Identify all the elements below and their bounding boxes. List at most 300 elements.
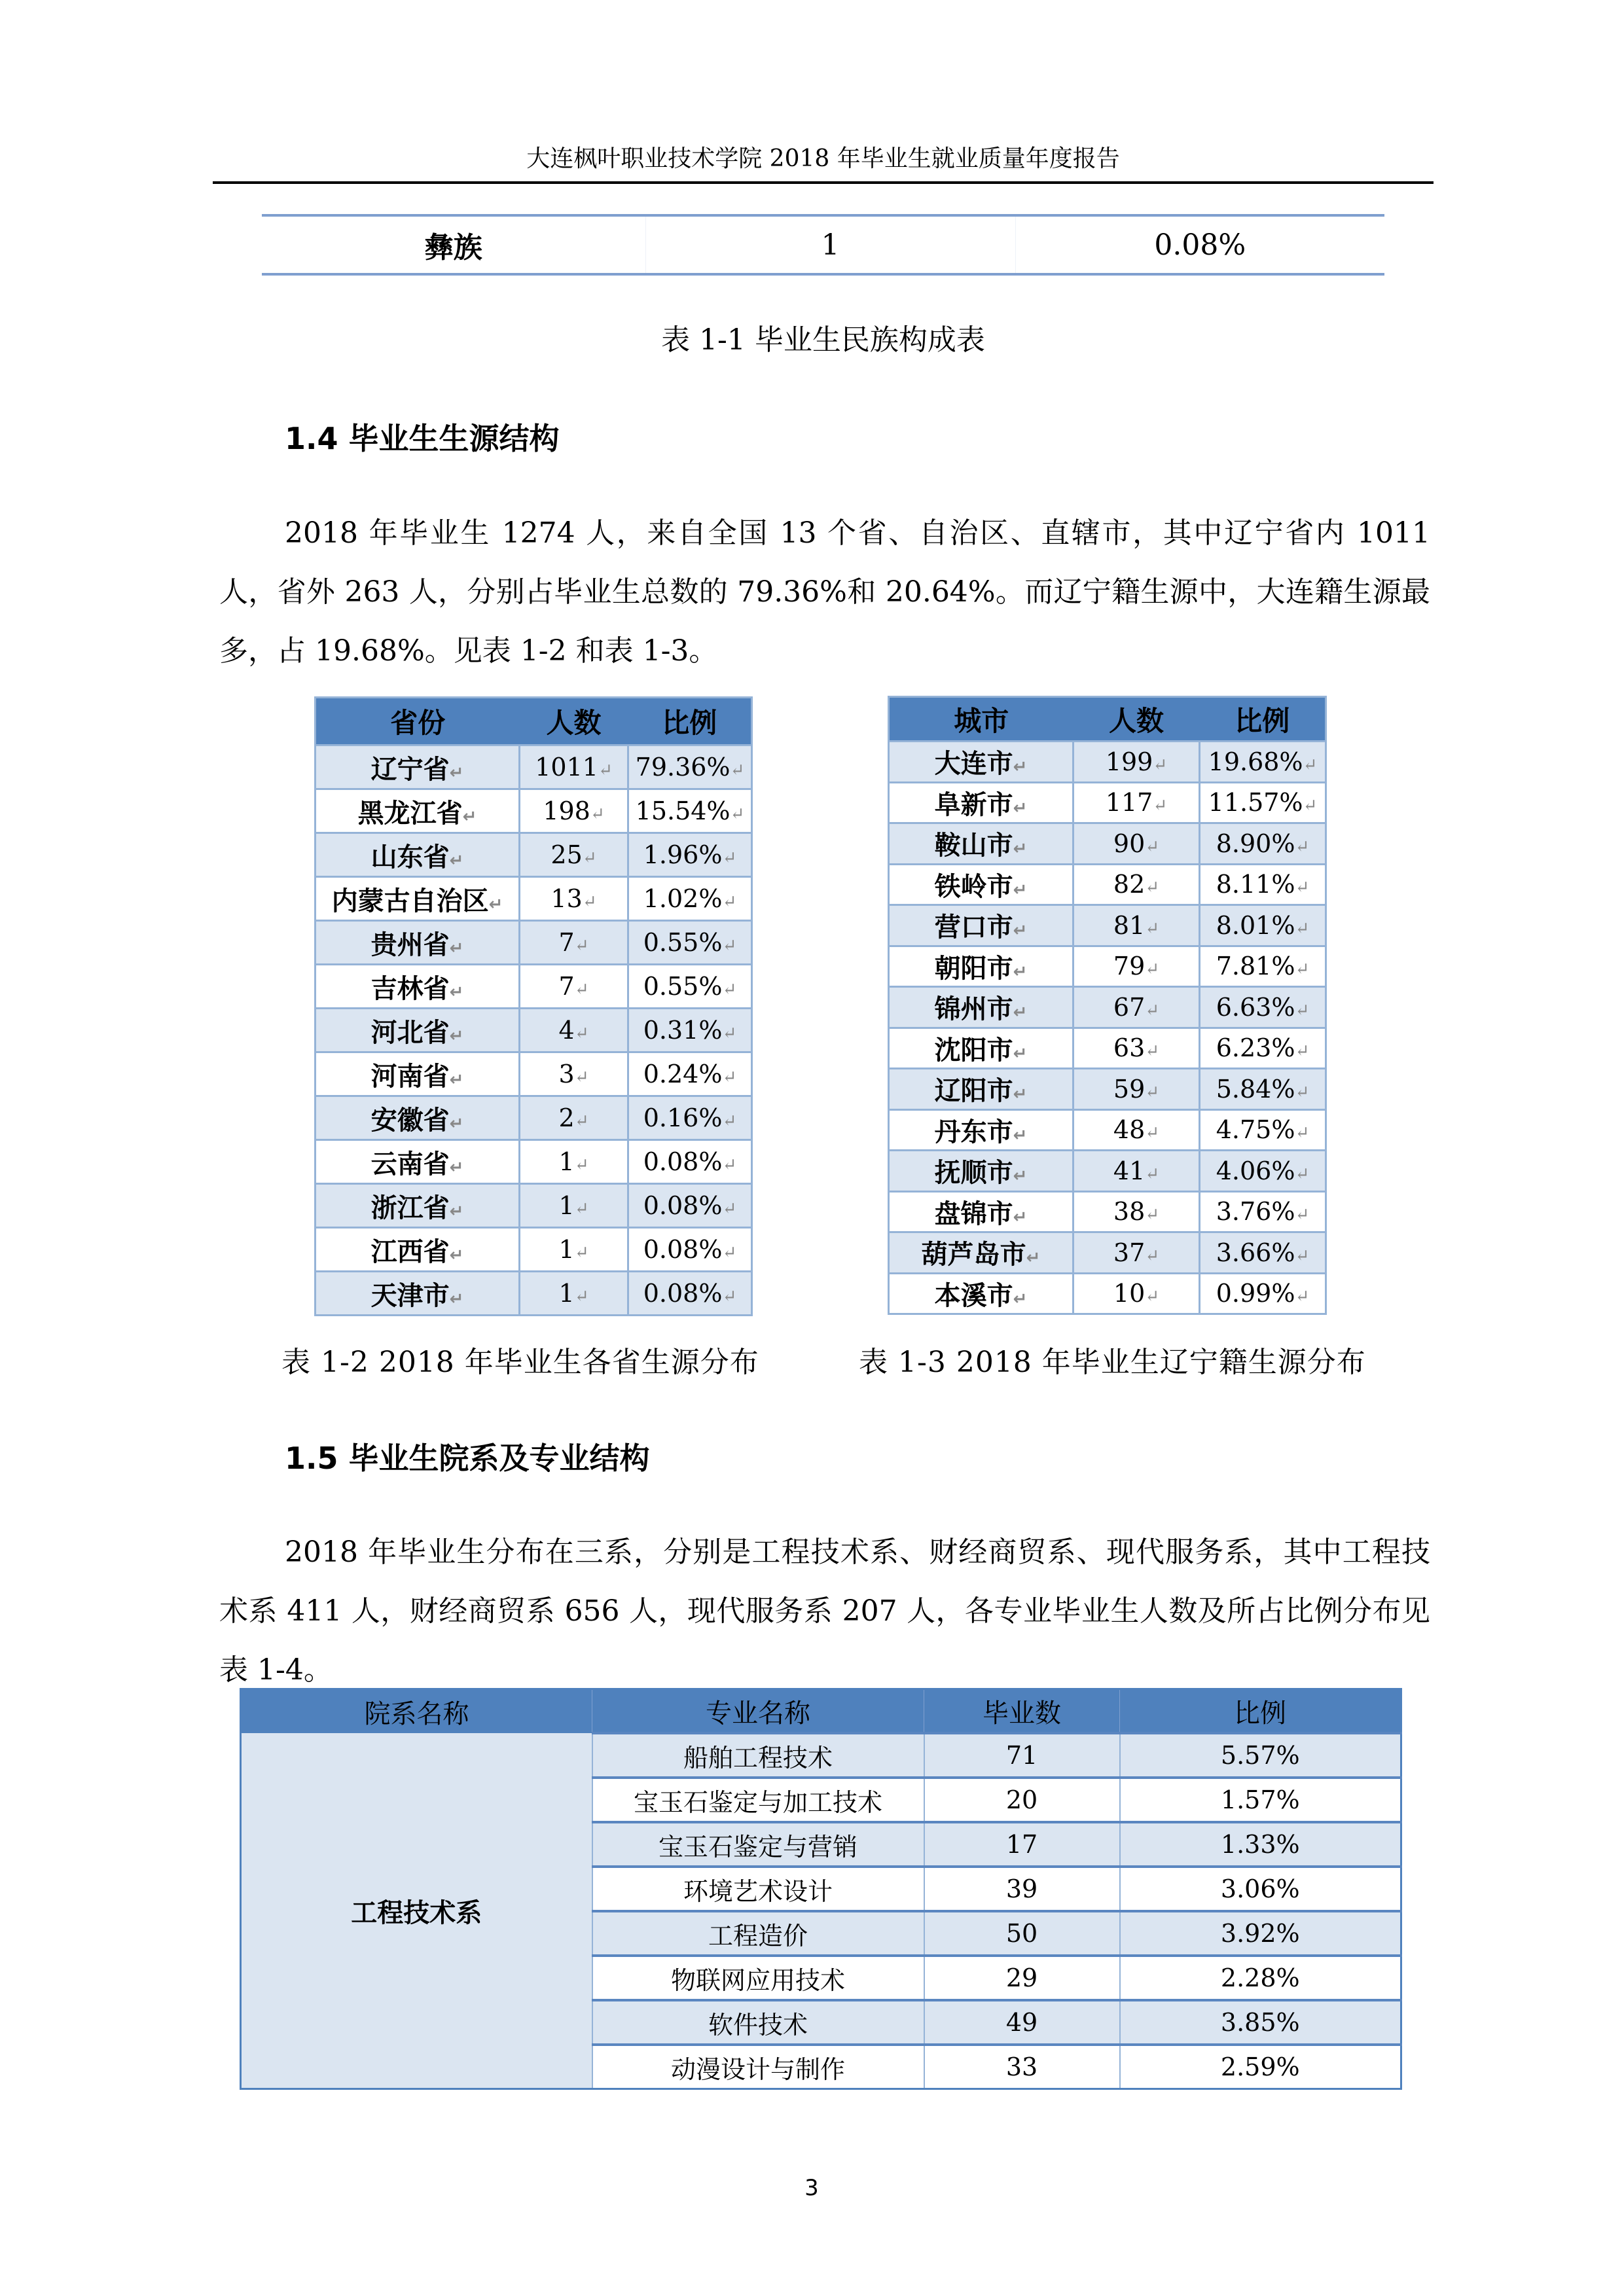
ratio-cell-text: 3.92%: [1220, 1919, 1300, 1948]
paragraph-mark-icon: ↵: [722, 1199, 737, 1219]
paragraph-mark-icon: ↵: [730, 761, 745, 780]
count-cell: [1074, 987, 1200, 1028]
region-name-cell-text: 黑龙江省: [357, 798, 463, 829]
paragraph-mark-icon: ↵: [449, 850, 464, 870]
count-cell-text: 48: [1113, 1115, 1146, 1145]
region-name-cell: [316, 1052, 520, 1096]
table-row: [316, 1052, 752, 1096]
ratio-cell-text: 3.85%: [1220, 2008, 1300, 2037]
paragraph-mark-icon: ↵: [722, 892, 737, 912]
ratio-cell-text: 3.06%: [1220, 1874, 1300, 1903]
paragraph-mark-icon: ↵: [574, 1243, 589, 1263]
count-cell-text: 10: [1113, 1279, 1146, 1308]
column-header: 省份: [316, 698, 520, 745]
region-name-cell: [889, 1273, 1074, 1314]
count-cell: [520, 1140, 628, 1184]
graduate-count-cell: [924, 1956, 1120, 2000]
region-name-cell-text: 河北省: [370, 1017, 450, 1048]
major-name-cell: [592, 2000, 924, 2045]
table-row: [889, 905, 1326, 946]
ratio-cell: [628, 921, 752, 965]
count-cell: [1074, 782, 1200, 823]
major-name-cell-text: 工程造价: [708, 1921, 808, 1950]
paragraph-1-5: [219, 1523, 1430, 1700]
ratio-cell-text: 6.63%: [1216, 992, 1295, 1022]
count-cell: [520, 833, 628, 877]
ratio-cell-text: 5.57%: [1220, 1741, 1300, 1770]
ratio-cell-text: 4.75%: [1216, 1115, 1295, 1145]
region-name-cell-text: 沈阳市: [934, 1035, 1013, 1066]
paragraph-mark-icon: ↵: [1013, 1207, 1028, 1227]
paragraph-mark-icon: ↵: [449, 1157, 464, 1177]
count-cell-text: 7: [558, 972, 575, 1001]
region-name-cell: [889, 987, 1074, 1028]
table-row: [889, 782, 1326, 823]
count-cell-text: 4: [558, 1016, 575, 1045]
major-name-cell-text: 物联网应用技术: [670, 1965, 845, 1995]
region-name-cell-text: 辽阳市: [934, 1076, 1013, 1107]
count-cell: [520, 965, 628, 1009]
ratio-cell: [1200, 987, 1326, 1028]
ratio-cell-text: 0.31%: [643, 1016, 723, 1045]
table-row: [889, 946, 1326, 987]
city-table: [888, 696, 1327, 1315]
paragraph-text: 2018 年毕业生分布在三系，分别是工程技术系、财经商贸系、现代服务系，其中工程技术系 411 人，财经商贸系 656 人，现代服务系 207 人，各专业毕业生人数及所占比例分布见表 1-4。: [219, 1535, 1430, 1687]
ratio-cell: [1120, 1822, 1401, 1867]
paragraph-mark-icon: ↵: [1026, 1248, 1041, 1268]
count-cell-text: 7: [558, 928, 575, 957]
ratio-cell: [628, 1052, 752, 1096]
table-row: [889, 1191, 1326, 1232]
region-name-cell-text: 浙江省: [370, 1193, 450, 1223]
graduate-count-cell-text: 29: [1005, 1964, 1038, 1992]
paragraph-mark-icon: ↵: [462, 806, 477, 827]
ratio-cell-text: 8.01%: [1216, 910, 1295, 940]
paragraph-mark-icon: ↵: [730, 804, 745, 824]
column-header: 比例: [628, 698, 752, 745]
region-name-cell-text: 天津市: [370, 1280, 450, 1311]
region-name-cell-text: 辽宁省: [370, 754, 450, 785]
region-name-cell: [316, 877, 520, 921]
ratio-cell-text: 19.68%: [1208, 747, 1303, 776]
table-row: [316, 1096, 752, 1140]
paragraph-mark-icon: ↵: [488, 894, 503, 914]
region-name-cell: [889, 1028, 1074, 1069]
graduate-count-cell-text: 50: [1005, 1919, 1038, 1948]
ratio-cell-text: 0.08%: [643, 1279, 723, 1308]
paragraph-mark-icon: ↵: [1295, 1287, 1310, 1307]
major-name-cell: [592, 1956, 924, 2000]
paragraph-mark-icon: ↵: [574, 936, 589, 956]
paragraph-mark-icon: ↵: [722, 1111, 737, 1131]
region-name-cell-text: 锦州市: [934, 994, 1013, 1025]
major-name-cell: [592, 2045, 924, 2089]
ratio-cell: [628, 877, 752, 921]
ratio-cell: [1200, 1273, 1326, 1314]
count-cell-text: 1: [558, 1191, 575, 1220]
major-name-cell: [592, 1778, 924, 1822]
region-name-cell-text: 安徽省: [370, 1105, 450, 1136]
ratio-cell: [1120, 2000, 1401, 2045]
count-cell: [520, 1272, 628, 1316]
count-cell-text: 13: [550, 884, 583, 913]
caption-table-1-3: 表 1-3 2018 年毕业生辽宁籍生源分布: [859, 1346, 1366, 1379]
count-cell-text: 1: [558, 1235, 575, 1264]
region-name-cell: [889, 742, 1074, 783]
graduate-count-cell: [924, 2045, 1120, 2089]
table-row: [889, 1273, 1326, 1314]
paragraph-mark-icon: ↵: [449, 982, 464, 1002]
region-name-cell: [316, 1228, 520, 1272]
paragraph-mark-icon: ↵: [1295, 1205, 1310, 1225]
page-header-title: 大连枫叶职业技术学院 2018 年毕业生就业质量年度报告: [526, 145, 1120, 172]
column-header: 人数: [520, 698, 628, 745]
paragraph-mark-icon: ↵: [598, 761, 613, 780]
paragraph-mark-icon: ↵: [1295, 1000, 1310, 1020]
ratio-cell-text: 8.90%: [1216, 829, 1295, 858]
region-name-cell: [316, 789, 520, 833]
ratio-cell: [1200, 1232, 1326, 1274]
count-cell: [520, 789, 628, 833]
ratio-cell: [1120, 1733, 1401, 1778]
paragraph-mark-icon: ↵: [1145, 1041, 1160, 1062]
ratio-cell-text: 1.57%: [1220, 1785, 1300, 1814]
province-table: [314, 696, 753, 1316]
major-name-cell-text: 宝玉石鉴定与营销: [658, 1832, 857, 1861]
paragraph-mark-icon: ↵: [1295, 1082, 1310, 1102]
table-row: [316, 1228, 752, 1272]
paragraph-mark-icon: ↵: [1013, 961, 1028, 982]
paragraph-mark-icon: ↵: [582, 892, 597, 912]
table-row: [316, 789, 752, 833]
region-name-cell-text: 河南省: [370, 1061, 450, 1092]
region-name-cell-text: 本溪市: [934, 1280, 1013, 1311]
column-header: 专业名称: [592, 1689, 924, 1734]
count-cell: [520, 1184, 628, 1228]
ratio-cell: [628, 1184, 752, 1228]
count-cell-text: 198: [543, 797, 590, 825]
ratio-cell: [628, 965, 752, 1009]
region-name-cell: [316, 745, 520, 789]
major-name-cell: [592, 1733, 924, 1778]
paragraph-mark-icon: ↵: [1295, 1041, 1310, 1062]
ratio-cell-text: 5.84%: [1216, 1074, 1295, 1103]
paragraph-mark-icon: ↵: [590, 804, 605, 824]
ratio-cell-text: 0.08%: [643, 1191, 723, 1220]
count-cell-text: 63: [1113, 1033, 1146, 1063]
ratio-cell-text: 4.06%: [1216, 1156, 1295, 1185]
paragraph-mark-icon: ↵: [1013, 1043, 1028, 1064]
count-cell-text: 90: [1113, 829, 1146, 858]
region-name-cell: [889, 823, 1074, 865]
column-header: 比例: [1120, 1689, 1401, 1734]
caption-table-1-1: 表 1-1 毕业生民族构成表: [661, 323, 985, 357]
paragraph-mark-icon: ↵: [722, 936, 737, 956]
paragraph-mark-icon: ↵: [574, 1024, 589, 1043]
page-number: 3: [804, 2175, 819, 2201]
region-name-cell: [889, 946, 1074, 987]
region-name-cell: [316, 1140, 520, 1184]
paragraph-mark-icon: ↵: [1145, 1287, 1160, 1307]
count-cell: [520, 1228, 628, 1272]
region-name-cell: [316, 1096, 520, 1140]
count-cell-text: 82: [1113, 870, 1146, 899]
major-name-cell-text: 软件技术: [708, 2010, 808, 2039]
major-name-cell-text: 船舶工程技术: [683, 1743, 833, 1772]
paragraph-mark-icon: ↵: [449, 938, 464, 958]
count-cell-text: 67: [1113, 992, 1146, 1022]
major-name-cell: [592, 1867, 924, 1911]
region-name-cell: [316, 1184, 520, 1228]
count-cell: [1074, 1028, 1200, 1069]
major-name-cell: [592, 1911, 924, 1956]
count-cell: [520, 1052, 628, 1096]
major-name-cell-text: 动漫设计与制作: [670, 2054, 845, 2084]
region-name-cell: [889, 905, 1074, 946]
region-name-cell-text: 云南省: [370, 1149, 450, 1179]
ethnicity-ratio: 0.08%: [1015, 215, 1384, 274]
count-cell: [1074, 823, 1200, 865]
ratio-cell: [1200, 782, 1326, 823]
ratio-cell-text: 0.16%: [643, 1103, 723, 1132]
ethnicity-table: [262, 214, 1384, 276]
graduate-count-cell: [924, 2000, 1120, 2045]
region-name-cell-text: 盘锦市: [934, 1198, 1013, 1229]
ratio-cell-text: 0.08%: [643, 1147, 723, 1176]
paragraph-mark-icon: ↵: [574, 980, 589, 999]
table-header-row: [889, 697, 1326, 742]
table-row: [889, 742, 1326, 783]
table-row: [316, 833, 752, 877]
graduate-count-cell-text: 20: [1005, 1785, 1038, 1814]
count-cell: [1074, 864, 1200, 905]
caption-table-1-2: 表 1-2 2018 年毕业生各省生源分布: [281, 1346, 759, 1379]
graduate-count-cell-text: 49: [1005, 2008, 1038, 2037]
region-name-cell-text: 大连市: [934, 749, 1013, 780]
ratio-cell: [1200, 823, 1326, 865]
graduate-count-cell-text: 71: [1005, 1741, 1038, 1770]
ratio-cell: [1200, 1191, 1326, 1232]
ratio-cell-text: 11.57%: [1208, 788, 1303, 817]
paragraph-mark-icon: ↵: [1145, 1205, 1160, 1225]
paragraph-mark-icon: ↵: [1145, 1246, 1160, 1266]
count-cell: [520, 1096, 628, 1140]
table-header-row: [316, 698, 752, 745]
paragraph-mark-icon: ↵: [1295, 1164, 1310, 1184]
paragraph-mark-icon: ↵: [1145, 836, 1160, 857]
section-heading-1-5: 1.5 毕业生院系及专业结构: [285, 1441, 650, 1476]
table-row: [316, 1140, 752, 1184]
paragraph-mark-icon: ↵: [1013, 1166, 1028, 1187]
ratio-cell: [1120, 1778, 1401, 1822]
ratio-cell-text: 0.08%: [643, 1235, 723, 1264]
graduate-count-cell: [924, 1733, 1120, 1778]
ratio-cell-text: 0.99%: [1216, 1279, 1295, 1308]
department-cell: [241, 1733, 592, 2089]
paragraph-mark-icon: ↵: [722, 1287, 737, 1306]
paragraph-mark-icon: ↵: [1013, 757, 1028, 778]
count-cell-text: 2: [558, 1103, 575, 1132]
count-cell: [520, 877, 628, 921]
paragraph-mark-icon: ↵: [1303, 796, 1318, 816]
region-name-cell-text: 吉林省: [370, 973, 450, 1004]
table-row: [316, 1184, 752, 1228]
ratio-cell: [628, 1228, 752, 1272]
table-row: [316, 1009, 752, 1052]
ratio-cell: [628, 1096, 752, 1140]
paragraph-mark-icon: ↵: [449, 1245, 464, 1265]
count-cell: [1074, 1273, 1200, 1314]
region-name-cell: [889, 782, 1074, 823]
major-table: [240, 1688, 1402, 2090]
major-name-cell: [592, 1822, 924, 1867]
paragraph-mark-icon: ↵: [1295, 1123, 1310, 1143]
table-row: [316, 921, 752, 965]
region-name-cell: [889, 1151, 1074, 1192]
table-row: [241, 1733, 1401, 1778]
paragraph-mark-icon: ↵: [1013, 839, 1028, 859]
paragraph-mark-icon: ↵: [1295, 878, 1310, 898]
count-cell-text: 3: [558, 1060, 575, 1088]
paragraph-mark-icon: ↵: [1013, 1085, 1028, 1105]
table-row: [889, 987, 1326, 1028]
table-header-row: [241, 1689, 1401, 1734]
paragraph-mark-icon: ↵: [1295, 836, 1310, 857]
paragraph-mark-icon: ↵: [1013, 921, 1028, 941]
department-cell-text: 工程技术系: [351, 1897, 482, 1928]
table-row: [889, 864, 1326, 905]
ratio-cell: [628, 1272, 752, 1316]
region-name-cell: [889, 1232, 1074, 1274]
paragraph-text: 2018 年毕业生 1274 人，来自全国 13 个省、自治区、直辖市，其中辽宁省内 1011 人，省外 263 人，分别占毕业生总数的 79.36%和 20.64%。而辽宁籍生源中，大连籍生源最多，占 19.68%。见表 1-2 和表 1-3。: [219, 516, 1430, 668]
ratio-cell: [1200, 1028, 1326, 1069]
paragraph-mark-icon: ↵: [1145, 918, 1160, 939]
column-header: 城市: [889, 697, 1074, 742]
count-cell-text: 199: [1105, 747, 1153, 776]
count-cell-text: 1: [558, 1279, 575, 1308]
ratio-cell-text: 0.24%: [643, 1060, 723, 1088]
region-name-cell-text: 葫芦岛市: [921, 1240, 1026, 1270]
table-row: [316, 965, 752, 1009]
count-cell-text: 81: [1113, 910, 1146, 940]
column-header: 比例: [1200, 697, 1326, 742]
table-row: [262, 215, 1384, 274]
ratio-cell: [1200, 946, 1326, 987]
table-row: [316, 877, 752, 921]
ratio-cell: [1200, 1151, 1326, 1192]
region-name-cell-text: 朝阳市: [934, 953, 1013, 984]
paragraph-mark-icon: ↵: [1145, 878, 1160, 898]
paragraph-mark-icon: ↵: [722, 1243, 737, 1263]
region-name-cell-text: 阜新市: [934, 789, 1013, 820]
ratio-cell-text: 0.55%: [643, 928, 723, 957]
ratio-cell: [1200, 864, 1326, 905]
region-name-cell-text: 贵州省: [370, 929, 450, 960]
paragraph-mark-icon: ↵: [449, 1069, 464, 1090]
count-cell: [1074, 742, 1200, 783]
paragraph-mark-icon: ↵: [449, 1201, 464, 1221]
ratio-cell-text: 15.54%: [635, 797, 731, 825]
table-row: [889, 1028, 1326, 1069]
paragraph-mark-icon: ↵: [722, 1067, 737, 1087]
region-name-cell-text: 鞍山市: [934, 831, 1013, 861]
count-cell: [520, 1009, 628, 1052]
ratio-cell: [1200, 742, 1326, 783]
paragraph-mark-icon: ↵: [1153, 755, 1168, 775]
table-row: [316, 1272, 752, 1316]
paragraph-mark-icon: ↵: [574, 1199, 589, 1219]
region-name-cell: [316, 921, 520, 965]
paragraph-mark-icon: ↵: [1145, 1000, 1160, 1020]
ratio-cell-text: 2.59%: [1220, 2053, 1300, 2081]
graduate-count-cell: [924, 1911, 1120, 1956]
count-cell-text: 37: [1113, 1238, 1146, 1267]
region-name-cell: [889, 1069, 1074, 1110]
major-name-cell-text: 环境艺术设计: [683, 1876, 833, 1906]
ratio-cell: [1120, 1911, 1401, 1956]
paragraph-mark-icon: ↵: [574, 1287, 589, 1306]
count-cell-text: 79: [1113, 952, 1146, 981]
column-header: 毕业数: [924, 1689, 1120, 1734]
paragraph-1-4: [219, 504, 1430, 681]
region-name-cell: [316, 965, 520, 1009]
paragraph-mark-icon: ↵: [449, 1289, 464, 1309]
count-cell-text: 59: [1113, 1074, 1146, 1103]
table-row: [889, 823, 1326, 865]
table-row: [889, 1151, 1326, 1192]
count-cell: [1074, 946, 1200, 987]
region-name-cell: [316, 1009, 520, 1052]
paragraph-mark-icon: ↵: [1013, 1125, 1028, 1145]
region-name-cell: [889, 864, 1074, 905]
table-row: [889, 1069, 1326, 1110]
graduate-count-cell-text: 39: [1005, 1874, 1038, 1903]
ratio-cell: [628, 1140, 752, 1184]
ratio-cell: [1120, 2045, 1401, 2089]
ratio-cell: [1200, 1109, 1326, 1151]
paragraph-mark-icon: ↵: [722, 848, 737, 868]
paragraph-mark-icon: ↵: [1295, 918, 1310, 939]
paragraph-mark-icon: ↵: [1295, 1246, 1310, 1266]
graduate-count-cell: [924, 1822, 1120, 1867]
ratio-cell-text: 1.33%: [1220, 1830, 1300, 1859]
region-name-cell-text: 丹东市: [934, 1117, 1013, 1147]
count-cell-text: 1: [558, 1147, 575, 1176]
count-cell-text: 41: [1113, 1156, 1146, 1185]
paragraph-mark-icon: ↵: [1295, 960, 1310, 980]
region-name-cell-text: 内蒙古自治区: [331, 886, 489, 916]
paragraph-mark-icon: ↵: [1145, 1082, 1160, 1102]
count-cell-text: 38: [1113, 1197, 1146, 1227]
region-name-cell-text: 铁岭市: [934, 871, 1013, 902]
region-name-cell-text: 抚顺市: [934, 1158, 1013, 1189]
paragraph-mark-icon: ↵: [1013, 798, 1028, 818]
count-cell: [1074, 1191, 1200, 1232]
paragraph-mark-icon: ↵: [1013, 880, 1028, 900]
count-cell: [520, 745, 628, 789]
region-name-cell: [316, 833, 520, 877]
paragraph-mark-icon: ↵: [1303, 755, 1318, 775]
ratio-cell-text: 2.28%: [1220, 1964, 1300, 1992]
ratio-cell-text: 3.76%: [1216, 1197, 1295, 1227]
ratio-cell: [628, 745, 752, 789]
count-cell-text: 1011: [535, 753, 598, 781]
count-cell-text: 25: [550, 840, 583, 869]
paragraph-mark-icon: ↵: [722, 1024, 737, 1043]
paragraph-mark-icon: ↵: [449, 762, 464, 783]
ratio-cell: [1200, 1069, 1326, 1110]
paragraph-mark-icon: ↵: [574, 1067, 589, 1087]
